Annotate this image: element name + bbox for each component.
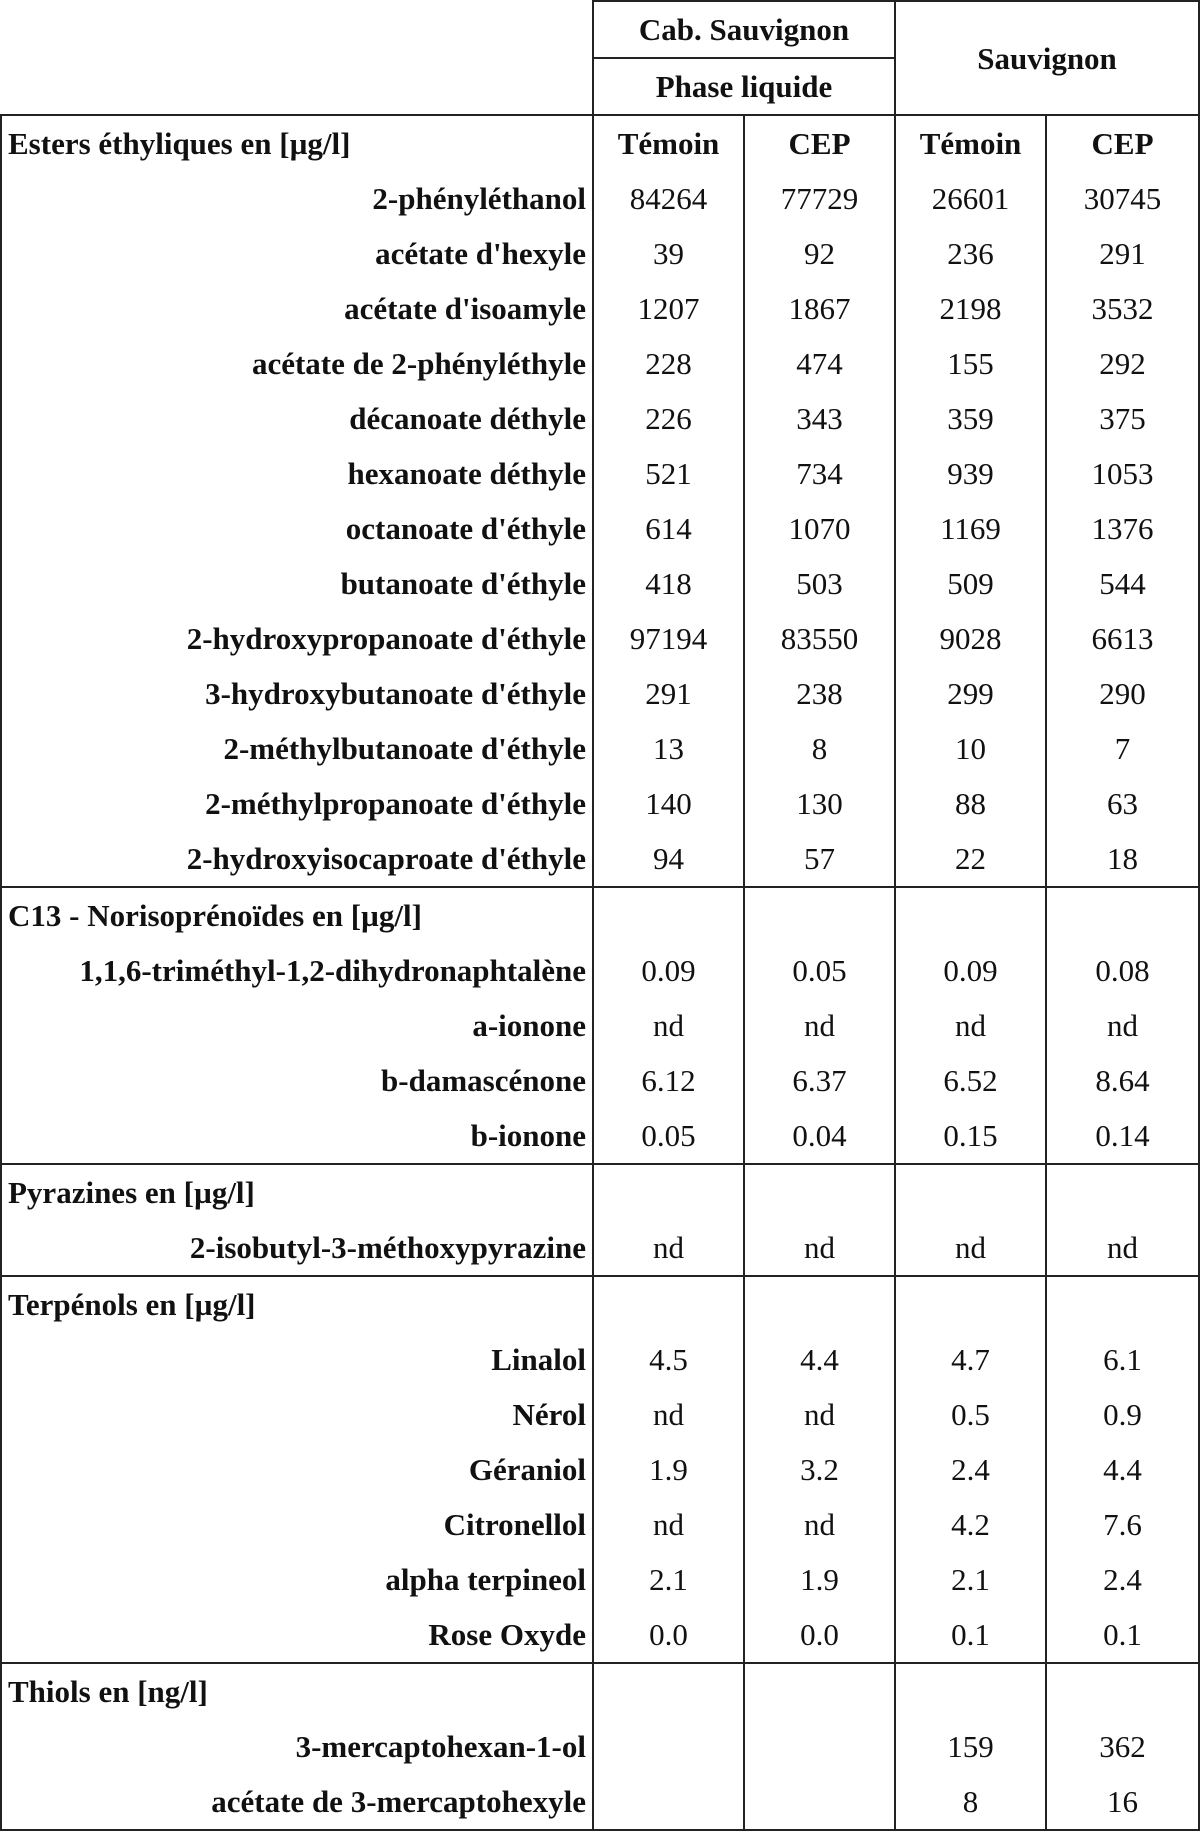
value-cell: 9028 [895, 611, 1046, 666]
value-cell: 544 [1046, 556, 1199, 611]
empty-cell [895, 1663, 1046, 1719]
value-cell [744, 1719, 895, 1774]
table-row [1, 1220, 1199, 1276]
compound-name: 2-hydroxyisocaproate d'éthyle [1, 831, 593, 887]
value-cell: 1169 [895, 501, 1046, 556]
compound-name: Citronellol [1, 1497, 593, 1552]
value-cell: 2.4 [1046, 1552, 1199, 1607]
value-cell: 8 [744, 721, 895, 776]
value-cell: 290 [1046, 666, 1199, 721]
value-cell: 2.1 [895, 1552, 1046, 1607]
value-cell: 236 [895, 226, 1046, 281]
compound-name: décanoate déthyle [1, 391, 593, 446]
value-cell: 359 [895, 391, 1046, 446]
value-cell: nd [593, 1497, 744, 1552]
empty-cell [895, 887, 1046, 943]
value-cell: 84264 [593, 171, 744, 226]
value-cell: nd [895, 1220, 1046, 1276]
value-cell: 159 [895, 1719, 1046, 1774]
table-row [1, 1108, 1199, 1164]
value-cell: 362 [1046, 1719, 1199, 1774]
compound-name: b-damascénone [1, 1053, 593, 1108]
table-row [1, 1053, 1199, 1108]
value-cell: 2198 [895, 281, 1046, 336]
table-row [1, 831, 1199, 887]
value-cell: 4.5 [593, 1332, 744, 1387]
value-cell: 0.09 [593, 943, 744, 998]
value-cell: nd [1046, 998, 1199, 1053]
value-cell: 4.4 [744, 1332, 895, 1387]
compound-name: a-ionone [1, 998, 593, 1053]
value-cell: 13 [593, 721, 744, 776]
value-cell: 7.6 [1046, 1497, 1199, 1552]
value-cell: 10 [895, 721, 1046, 776]
value-cell: 94 [593, 831, 744, 887]
value-cell: 0.08 [1046, 943, 1199, 998]
value-cell: 0.15 [895, 1108, 1046, 1164]
value-cell: 0.1 [1046, 1607, 1199, 1663]
column-label: CEP [1046, 115, 1199, 171]
value-cell: 7 [1046, 721, 1199, 776]
value-cell: 6.37 [744, 1053, 895, 1108]
header-corner [1, 1, 593, 115]
group-sauvignon-title: Sauvignon [895, 1, 1199, 115]
empty-cell [1046, 1276, 1199, 1332]
value-cell: 375 [1046, 391, 1199, 446]
value-cell [593, 1774, 744, 1830]
value-cell: 83550 [744, 611, 895, 666]
value-cell: 6.52 [895, 1053, 1046, 1108]
value-cell: 30745 [1046, 171, 1199, 226]
value-cell: 0.0 [744, 1607, 895, 1663]
value-cell: 130 [744, 776, 895, 831]
table-row [1, 721, 1199, 776]
section-header-row [1, 1164, 1199, 1220]
value-cell: 474 [744, 336, 895, 391]
value-cell: 1053 [1046, 446, 1199, 501]
value-cell: 1070 [744, 501, 895, 556]
value-cell: nd [744, 1497, 895, 1552]
value-cell: 6.1 [1046, 1332, 1199, 1387]
compound-name: alpha terpineol [1, 1552, 593, 1607]
compound-name: octanoate d'éthyle [1, 501, 593, 556]
value-cell: 292 [1046, 336, 1199, 391]
section-header-row [1, 1276, 1199, 1332]
value-cell: 226 [593, 391, 744, 446]
value-cell: 0.14 [1046, 1108, 1199, 1164]
empty-cell [1046, 1663, 1199, 1719]
compound-name: Rose Oxyde [1, 1607, 593, 1663]
value-cell: 0.09 [895, 943, 1046, 998]
table-row [1, 1552, 1199, 1607]
compound-name: Nérol [1, 1387, 593, 1442]
value-cell: 22 [895, 831, 1046, 887]
value-cell: 614 [593, 501, 744, 556]
value-cell: 39 [593, 226, 744, 281]
value-cell: 63 [1046, 776, 1199, 831]
value-cell: 92 [744, 226, 895, 281]
compound-name: b-ionone [1, 1108, 593, 1164]
empty-cell [744, 1276, 895, 1332]
table-row [1, 171, 1199, 226]
value-cell [593, 1719, 744, 1774]
value-cell: 521 [593, 446, 744, 501]
section-title: C13 - Norisoprénoïdes en [µg/l] [1, 887, 593, 943]
value-cell: 0.5 [895, 1387, 1046, 1442]
value-cell: 4.2 [895, 1497, 1046, 1552]
compound-name: acétate d'hexyle [1, 226, 593, 281]
section-title: Terpénols en [µg/l] [1, 1276, 593, 1332]
empty-cell [1046, 887, 1199, 943]
table-row [1, 336, 1199, 391]
value-cell: 3.2 [744, 1442, 895, 1497]
value-cell: 0.04 [744, 1108, 895, 1164]
value-cell: 1376 [1046, 501, 1199, 556]
table-row [1, 446, 1199, 501]
compound-name: 2-hydroxypropanoate d'éthyle [1, 611, 593, 666]
table-row [1, 776, 1199, 831]
value-cell: 18 [1046, 831, 1199, 887]
value-cell: 4.7 [895, 1332, 1046, 1387]
value-cell: 1.9 [744, 1552, 895, 1607]
column-label: Témoin [895, 115, 1046, 171]
empty-cell [1046, 1164, 1199, 1220]
value-cell: 155 [895, 336, 1046, 391]
table-row [1, 1774, 1199, 1830]
value-cell: 0.05 [593, 1108, 744, 1164]
table-row [1, 611, 1199, 666]
value-cell: 3532 [1046, 281, 1199, 336]
section-title: Pyrazines en [µg/l] [1, 1164, 593, 1220]
column-label: CEP [744, 115, 895, 171]
value-cell: nd [744, 1220, 895, 1276]
value-cell [744, 1774, 895, 1830]
value-cell: 4.4 [1046, 1442, 1199, 1497]
value-cell: 291 [593, 666, 744, 721]
compound-name: 2-phényléthanol [1, 171, 593, 226]
value-cell: 2.1 [593, 1552, 744, 1607]
compound-name: 1,1,6-triméthyl-1,2-dihydronaphtalène [1, 943, 593, 998]
compound-name: acétate de 3-mercaptohexyle [1, 1774, 593, 1830]
compound-name: 2-méthylbutanoate d'éthyle [1, 721, 593, 776]
value-cell: 16 [1046, 1774, 1199, 1830]
value-cell: 6.12 [593, 1053, 744, 1108]
value-cell: 418 [593, 556, 744, 611]
value-cell: 343 [744, 391, 895, 446]
value-cell: 26601 [895, 171, 1046, 226]
empty-cell [744, 887, 895, 943]
group-cab-sauvignon-title: Cab. Sauvignon [593, 1, 895, 58]
value-cell: nd [744, 1387, 895, 1442]
value-cell: 0.0 [593, 1607, 744, 1663]
compound-name: Géraniol [1, 1442, 593, 1497]
compound-name: Linalol [1, 1332, 593, 1387]
section-header-row [1, 115, 1199, 171]
table-row [1, 501, 1199, 556]
value-cell: 6613 [1046, 611, 1199, 666]
compound-name: 2-méthylpropanoate d'éthyle [1, 776, 593, 831]
header-row-1 [1, 1, 1199, 58]
value-cell: 140 [593, 776, 744, 831]
empty-cell [593, 887, 744, 943]
compound-name: hexanoate déthyle [1, 446, 593, 501]
value-cell: 77729 [744, 171, 895, 226]
value-cell: 228 [593, 336, 744, 391]
empty-cell [593, 1663, 744, 1719]
table-row [1, 1497, 1199, 1552]
empty-cell [744, 1663, 895, 1719]
table-row [1, 1607, 1199, 1663]
section-header-row [1, 887, 1199, 943]
value-cell: 8 [895, 1774, 1046, 1830]
value-cell: nd [593, 998, 744, 1053]
value-cell: 509 [895, 556, 1046, 611]
value-cell: 0.05 [744, 943, 895, 998]
table-row [1, 998, 1199, 1053]
compound-name: 2-isobutyl-3-méthoxypyrazine [1, 1220, 593, 1276]
column-label: Témoin [593, 115, 744, 171]
group-cab-sauvignon-subtitle: Phase liquide [593, 58, 895, 115]
table-row [1, 666, 1199, 721]
value-cell: 2.4 [895, 1442, 1046, 1497]
value-cell: 1.9 [593, 1442, 744, 1497]
table-row [1, 556, 1199, 611]
empty-cell [593, 1164, 744, 1220]
value-cell: nd [1046, 1220, 1199, 1276]
section-title: Thiols en [ng/l] [1, 1663, 593, 1719]
value-cell: nd [593, 1387, 744, 1442]
empty-cell [895, 1164, 1046, 1220]
section-header-row [1, 1663, 1199, 1719]
value-cell: 238 [744, 666, 895, 721]
compound-name: 3-mercaptohexan-1-ol [1, 1719, 593, 1774]
value-cell: 0.9 [1046, 1387, 1199, 1442]
table-row [1, 226, 1199, 281]
value-cell: 0.1 [895, 1607, 1046, 1663]
empty-cell [895, 1276, 1046, 1332]
value-cell: 503 [744, 556, 895, 611]
table-row [1, 1387, 1199, 1442]
compound-name: butanoate d'éthyle [1, 556, 593, 611]
table-row [1, 391, 1199, 446]
value-cell: 1207 [593, 281, 744, 336]
value-cell: 57 [744, 831, 895, 887]
table-row [1, 1332, 1199, 1387]
value-cell: 1867 [744, 281, 895, 336]
value-cell: nd [593, 1220, 744, 1276]
value-cell: nd [895, 998, 1046, 1053]
table-row [1, 943, 1199, 998]
compound-name: 3-hydroxybutanoate d'éthyle [1, 666, 593, 721]
table-row [1, 1719, 1199, 1774]
empty-cell [744, 1164, 895, 1220]
value-cell: 291 [1046, 226, 1199, 281]
empty-cell [593, 1276, 744, 1332]
value-cell: 8.64 [1046, 1053, 1199, 1108]
compound-name: acétate de 2-phényléthyle [1, 336, 593, 391]
section-title: Esters éthyliques en [µg/l] [1, 115, 593, 171]
value-cell: 88 [895, 776, 1046, 831]
compound-name: acétate d'isoamyle [1, 281, 593, 336]
value-cell: 299 [895, 666, 1046, 721]
table-row [1, 281, 1199, 336]
value-cell: 734 [744, 446, 895, 501]
value-cell: nd [744, 998, 895, 1053]
value-cell: 939 [895, 446, 1046, 501]
value-cell: 97194 [593, 611, 744, 666]
table-row [1, 1442, 1199, 1497]
